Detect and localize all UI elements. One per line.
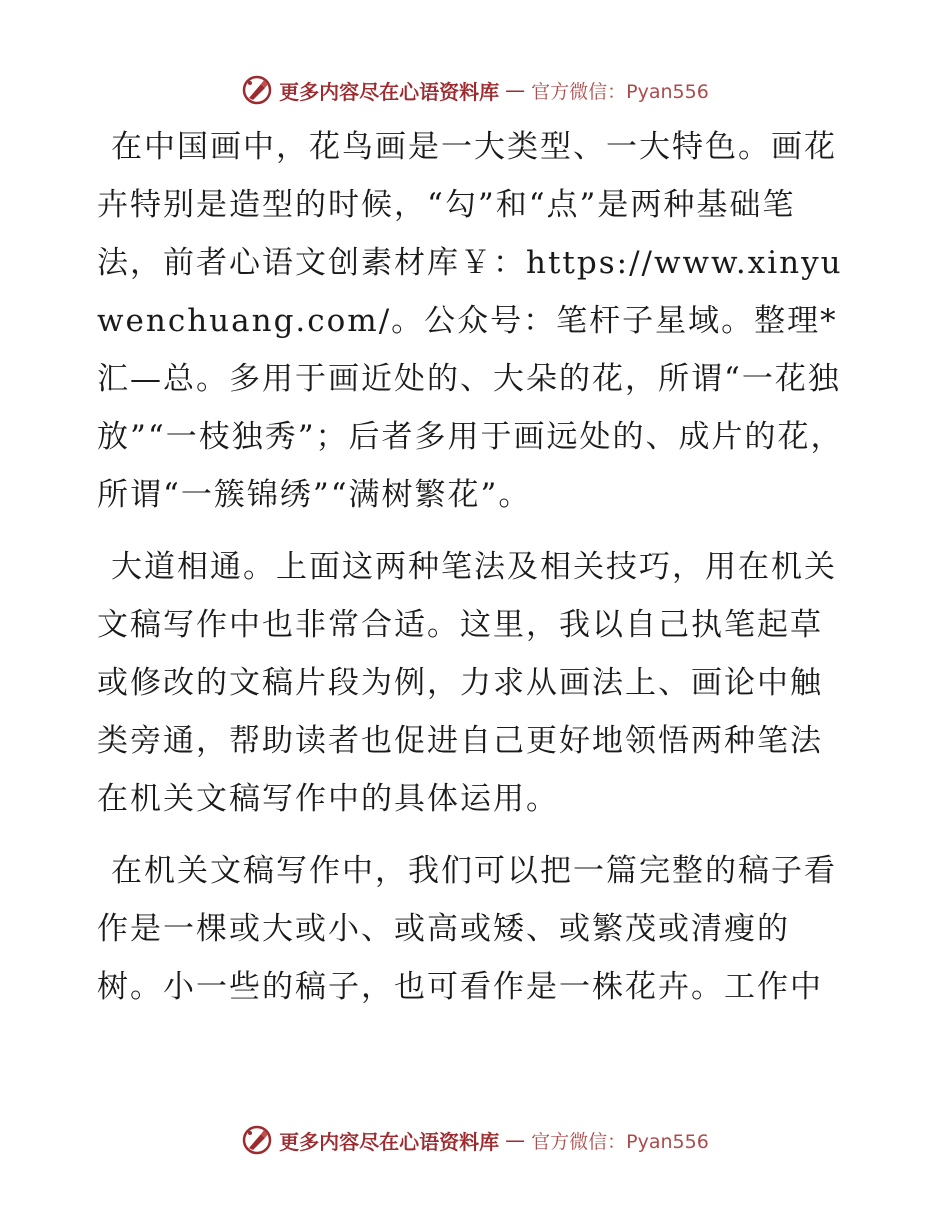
footer-banner-inner [241, 1124, 709, 1156]
header-banner [0, 72, 950, 108]
pen-nib-logo-icon [241, 1124, 273, 1156]
footer-banner [0, 1122, 950, 1158]
header-banner-text: 更多内容尽在心语资料库 [279, 79, 500, 104]
header-banner-contact: 官方微信：Pyan556 [531, 80, 709, 103]
paragraph-2: 大道相通。上面这两种笔法及相关技巧，用在机关文稿写作中也非常合适。这里，我以自己执笔起草或修改的文稿片段为例，力求从画法上、画论中触类旁通，帮助读者也促进自己更好地领悟两种笔法在机关文稿写作中的具体运用。 [97, 549, 837, 817]
footer-banner-text: 更多内容尽在心语资料库 [279, 1129, 500, 1154]
paragraph-1: 在中国画中，花鸟画是一大类型、一大特色。画花卉特别是造型的时候，“勾”和“点”是两种基础笔法，前者心语文创素材库￥：https://www.xinyuwenchuang.com/。公众号：笔杆子星域。整理*汇—总。多用于画近处的、大朵的花，所谓“一花独放”“一枝独秀”；后者多用于画远处的、成片的花，所谓“一簇锦绣”“满树繁花”。 [97, 129, 844, 513]
header-banner-inner [241, 74, 709, 106]
header-banner-separator: — [505, 78, 526, 102]
footer-banner-separator: — [505, 1128, 526, 1152]
footer-banner-contact: 官方微信：Pyan556 [531, 1130, 709, 1153]
paragraph-3: 在机关文稿写作中，我们可以把一篇完整的稿子看作是一棵或大或小、或高或矮、或繁茂或清瘦的树。小一些的稿子，也可看作是一株花卉。工作中 [97, 853, 837, 1005]
document-body [97, 118, 849, 1016]
pen-nib-logo-icon [241, 74, 273, 106]
